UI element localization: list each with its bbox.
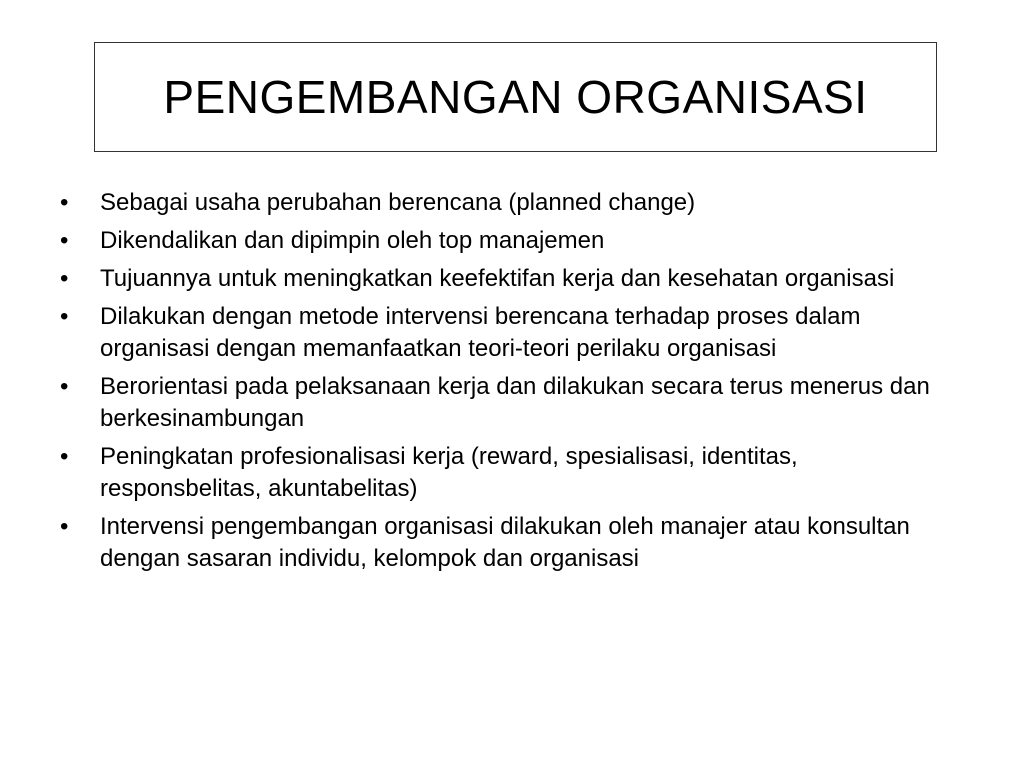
bullet-icon: •: [60, 227, 69, 254]
bullet-icon: •: [60, 303, 69, 330]
bullet-list: [56, 187, 956, 581]
bullet-icon: •: [60, 265, 69, 292]
list-item-text: Intervensi pengembangan organisasi dilakukan oleh manajer atau konsultan dengan sasaran individu, kelompok dan organisasi: [100, 513, 910, 572]
title-box: [94, 42, 937, 152]
list-item: [56, 301, 956, 365]
list-item-text: Tujuannya untuk meningkatkan keefektifan kerja dan kesehatan organisasi: [100, 265, 895, 292]
bullet-icon: •: [60, 443, 69, 470]
list-item: [56, 187, 956, 219]
list-item-text: Dikendalikan dan dipimpin oleh top manajemen: [100, 227, 605, 254]
list-item-text: Peningkatan profesionalisasi kerja (reward, spesialisasi, identitas, responsbelitas, akuntabelitas): [100, 443, 798, 502]
bullet-icon: •: [60, 373, 69, 400]
list-item-text: Berorientasi pada pelaksanaan kerja dan dilakukan secara terus menerus dan berkesinambungan: [100, 373, 930, 432]
slide-title: PENGEMBANGAN ORGANISASI: [163, 71, 868, 123]
list-item: [56, 263, 956, 295]
list-item: [56, 441, 956, 505]
list-item-text: Sebagai usaha perubahan berencana (planned change): [100, 189, 696, 216]
bullet-icon: •: [60, 189, 69, 216]
list-item: [56, 225, 956, 257]
list-item: [56, 511, 956, 575]
list-item: [56, 371, 956, 435]
bullet-icon: •: [60, 513, 69, 540]
list-item-text: Dilakukan dengan metode intervensi berencana terhadap proses dalam organisasi dengan memanfaatkan teori-teori perilaku organisasi: [100, 303, 861, 362]
